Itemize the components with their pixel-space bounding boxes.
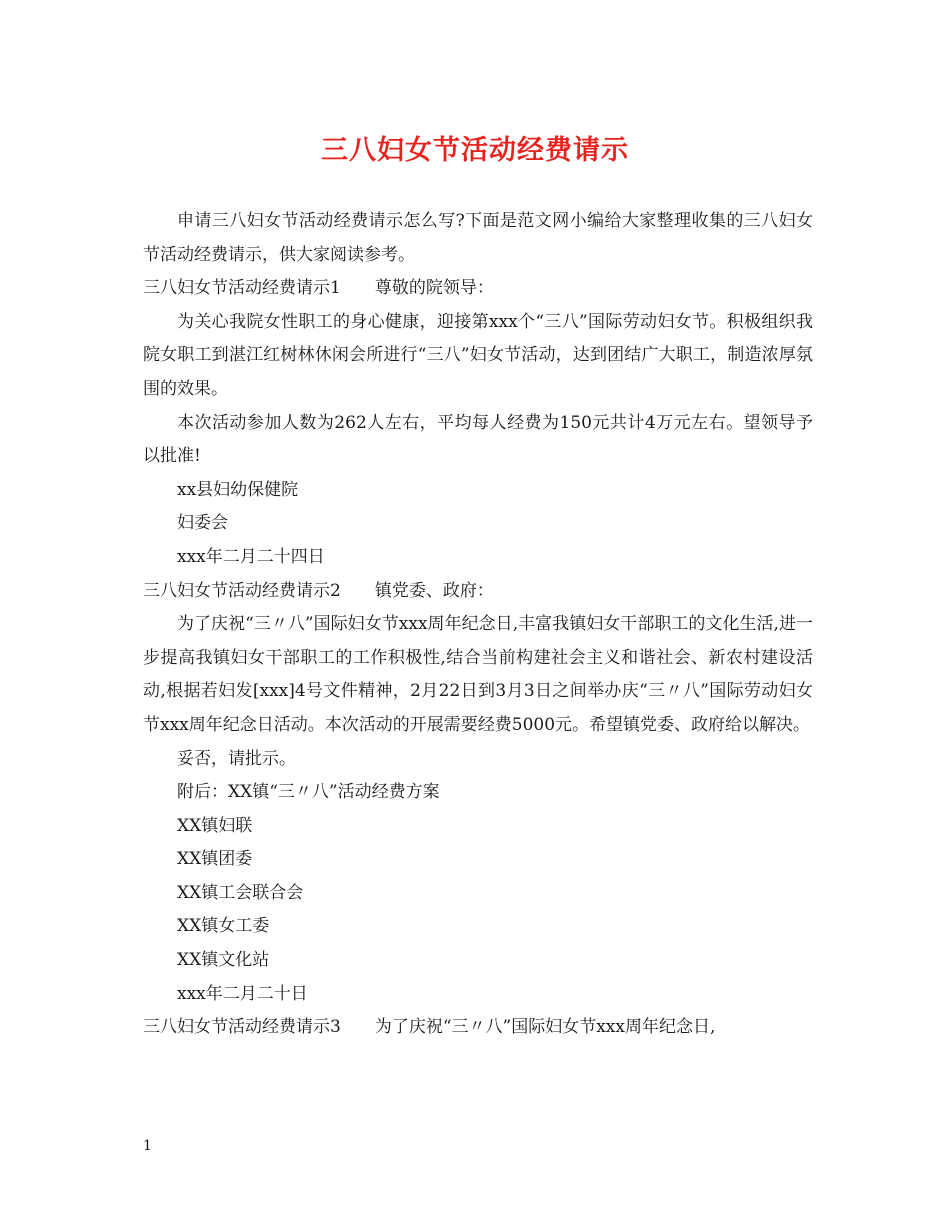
letter2-date: xxx年二月二十日 — [177, 983, 308, 1004]
letter2-salutation: 镇党委、政府： — [374, 580, 494, 601]
letter2-request: 妥否，请批示。 — [177, 748, 296, 769]
letter2-paragraph-1: 为了庆祝“三〃八”国际妇女节xxx周年纪念日,丰富我镇妇女干部职工的文化生活,进一步提高我镇妇女干部职工的工作积极性,结合当前构建社会主义和谐社会、新农村建设活动,根据若妇发[xxx]4号文件精神，2月22日到3月3日之间举办庆“三〃八”国际劳动妇女节xxx周年纪念日活动。本次活动的开展需要经费5000元。希望镇党委、政府给以解决。 — [143, 614, 813, 735]
letter2-signer: XX镇女工委 — [177, 916, 270, 937]
intro-paragraph: 申请三八妇女节活动经费请示怎么写?下面是范文网小编给大家整理收集的三八妇女节活动经费请示，供大家阅读参考。 — [143, 211, 813, 265]
letter2-attachment: 附后：XX镇“三〃八”活动经费方案 — [177, 782, 440, 803]
letter2-heading: 三八妇女节活动经费请示2 — [143, 580, 341, 601]
letter2-signer: XX镇工会联合会 — [177, 882, 304, 903]
letter1-signer-1: xx县妇幼保健院 — [177, 479, 299, 500]
letter1-date: xxx年二月二十四日 — [177, 546, 325, 567]
letter1-heading-line — [143, 272, 813, 306]
letter3-heading: 三八妇女节活动经费请示3 — [143, 1017, 341, 1038]
letter2-signer: XX镇文化站 — [177, 950, 270, 971]
letter3-opening: 为了庆祝“三〃八”国际妇女节xxx周年纪念日, — [374, 1017, 716, 1038]
document-body — [143, 205, 813, 1045]
document-title: 三八妇女节活动经费请示 — [321, 135, 629, 166]
letter1-paragraph-1: 为关心我院女性职工的身心健康，迎接第xxx个“三八”国际劳动妇女节。积极组织我院女职工到湛江红树林休闲会所进行“三八”妇女节活动，达到团结广大职工，制造浓厚氛围的效果。 — [143, 311, 813, 399]
letter2-signer: XX镇团委 — [177, 849, 253, 870]
letter1-signer-2: 妇委会 — [177, 513, 228, 534]
letter3-heading-line — [143, 1011, 813, 1045]
letter1-salutation: 尊敬的院领导： — [374, 278, 494, 299]
letter1-paragraph-2: 本次活动参加人数为262人左右，平均每人经费为150元共计4万元左右。望领导予以批准! — [143, 412, 813, 467]
page-number: 1 — [143, 1138, 152, 1154]
letter2-heading-line — [143, 575, 813, 609]
letter1-heading: 三八妇女节活动经费请示1 — [143, 278, 341, 299]
letter2-signer: XX镇妇联 — [177, 815, 253, 836]
